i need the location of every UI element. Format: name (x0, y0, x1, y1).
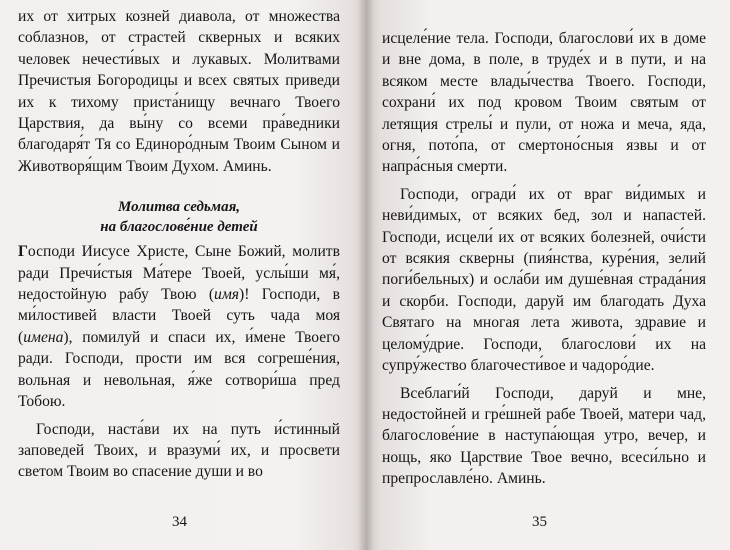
last-paragraph: Господи, наста́ви их на путь и́стинный заповедей Твоих, и вразуми́ их, и просвети светом Твоим во спасение души и во (18, 420, 340, 481)
intro-paragraph: их от хитрых козней диавола, от множества соблазнов, от страстей скверных и всяких человек нечести́вых и лукавых. Молитвами Пречистыя Богородицы и всех святых приведи их к тихому приста́нищу вечнаго Твоего Царствия, да вы́ну со всеми пра́ведники благодаря́т Тя со Единоро́дным Твоим Сыном и Животворя́щим Твоим Духом. Аминь. (18, 8, 340, 175)
heading-line-1: Молитва седьмая, (117, 199, 241, 216)
right-paragraph-1: исцеле́ние тела. Господи, благослови́ их в доме и вне дома, в поле, в труде́х и в пути, и на всяком месте влады́чества Твоего. Господи, сохрани́ их под кровом Твоим святым от летящия стрелы́ и пули, от ножа и меча, яда, огня, пото́па, от смертоно́сныя язвы и от напра́сныя смерти. (382, 30, 706, 176)
right-page-text (382, 28, 706, 490)
heading-line-2: на благослове́ние детей (100, 219, 258, 236)
prayer-heading (18, 197, 340, 237)
left-page-text (18, 6, 340, 483)
book-gutter (358, 0, 374, 550)
right-page (366, 0, 730, 550)
page-number-left: 34 (172, 514, 187, 530)
prayer-text-a: осподи Иисусе Христе, Сыне Божий, молитв ради Пречи́стыя Ма́тере Твоей, услы́ши мя́, недостойную рабу Твою ( (18, 243, 340, 304)
names-placeholder: имена (23, 328, 64, 346)
page-number-right: 35 (532, 514, 547, 530)
drop-cap: Г (18, 243, 28, 261)
prayer-text-c: ), помилуй и спаси их, и́мене Твоего ради. Господи, прости им вся согреше́ния, вольная и невольная, я́же сотвори́ша пред Тобою. (18, 328, 340, 411)
name-placeholder: имя (214, 286, 240, 304)
prayer-text-b: )! Господи, в ми́лостивей власти Твоей суть чада моя ( (18, 286, 340, 346)
prayer-paragraph (18, 241, 340, 412)
right-paragraph-2: Господи, огради́ их от враг ви́димых и неви́димых, от всяких бед, зол и напастей. Господи, исцели́ их от всяких болезней, очи́сти от всякия скверны (пия́нства, куре́ния, зелий поги́бельных) и осла́би им душе́вная страда́ния и скорби. Господи, даруй им благодать Духа Святаго на многая лета живота, здравие и целому́дрие. Господи, благослови́ их на супру́жество благочести́вое и чадоро́дие. (382, 185, 706, 375)
right-paragraph-3: Всеблаги́й Господи, даруй и мне, недостойней и гре́шней рабе Твоей, матери чад, благослове́ние в наступа́ющая утро, вечер, и нощь, яко Царствие Твое вечно, всеси́льно и препрославле́но. Аминь. (382, 384, 706, 488)
